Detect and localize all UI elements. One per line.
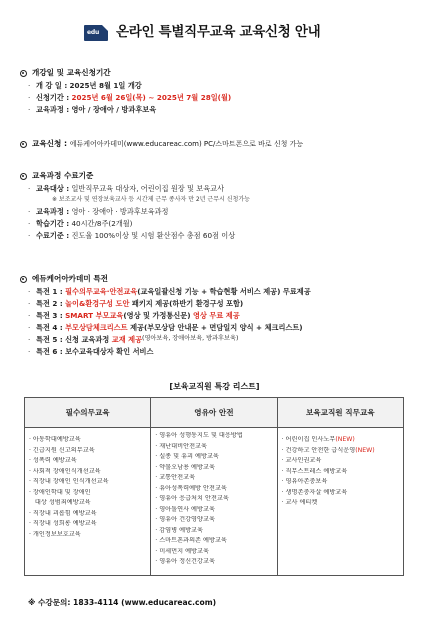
list-item: · 생명존중자살 예방교육 xyxy=(281,488,348,496)
list-item: · 건강하고 안전한 급식운영(NEW) xyxy=(281,446,375,454)
apply-period-value: 2025년 6월 26일(목) ~ 2025년 7월 28일(월) xyxy=(71,92,232,102)
apply-section xyxy=(20,138,415,150)
lecture-list-table xyxy=(24,397,404,576)
list-item: · 교사인권교육 xyxy=(281,457,322,464)
list-item: · 영아돌연사 예방교육 xyxy=(155,505,215,513)
target-note: ※ 보조교사 및 연장보육교사 등 시간제 근무 종사자 만 2년 근무시 신청가능 xyxy=(52,195,250,203)
list-item: · 개인정보보호교육 xyxy=(29,530,81,538)
column-header: 영유아 안전 xyxy=(151,398,277,428)
edu-logo-icon xyxy=(84,25,108,41)
list-item: · 스마트폰과의존 예방교육 xyxy=(155,537,227,544)
list-item: · 장애인학대 및 장애인 xyxy=(29,488,91,496)
start-date-row: · 개 강 일 : 2025년 8월 1일 개강 xyxy=(28,80,142,90)
mandatory-course-list xyxy=(25,428,151,576)
circle-bullet-icon xyxy=(20,70,27,77)
list-item: · 성폭력 예방교육 xyxy=(29,457,77,464)
course-value: 영아 / 장애아 / 방과후보육 xyxy=(71,104,157,114)
list-item: · 유아성폭력예방 안전교육 xyxy=(155,484,227,492)
section-heading: 에듀케어아카데미 특전 xyxy=(32,274,108,284)
start-date-value: 2025년 8월 1일 개강 xyxy=(69,80,142,90)
target-row: · 교육대상 : 일반직무교육 대상자, 어린이집 원장 및 보육교사 xyxy=(28,183,225,193)
list-item: · 영유아 건강영양교육 xyxy=(155,516,215,523)
circle-bullet-icon xyxy=(20,141,27,148)
column-header: 보육교직원 직무교육 xyxy=(277,398,403,428)
list-item: · 교통안전교육 xyxy=(155,474,196,481)
section-heading: 개강일 및 교육신청기간 xyxy=(32,68,111,78)
list-item: 대상 성범죄예방교육 xyxy=(29,499,91,506)
job-course-list xyxy=(277,428,403,576)
list-item: · 약물오남용 예방교육 xyxy=(155,463,215,471)
contact-info: ※ 수강문의: 1833-4114 (www.educareac.com) xyxy=(28,598,217,607)
benefit-item: · 특전 5 : 신청 교육과정 교재 제공 (영아보육, 장애아보육, 방과후보육) xyxy=(28,334,239,344)
lecture-list-title: [보육교직원 특강 리스트] xyxy=(169,382,260,391)
list-item: · 어린이집 인사노무(NEW) xyxy=(281,436,355,443)
circle-bullet-icon xyxy=(20,276,27,283)
page-title: 온라인 특별직무교육 교육신청 안내 xyxy=(116,24,321,40)
list-item: · 미세먼지 예방교육 xyxy=(155,547,209,555)
list-item: · 감염병 예방교육 xyxy=(155,526,204,534)
period-row: · 학습기간 : 40시간/8주(2개월) xyxy=(28,218,133,228)
course-row: · 교육과정 : 영아 · 장애아 · 방과후보육과정 xyxy=(28,206,169,216)
circle-bullet-icon xyxy=(20,173,27,180)
benefit-item: · 특전 2 : 놀이&환경구성 도안 패키지 제공(하반기 환경구성 포함) xyxy=(28,298,244,308)
column-header: 필수의무교육 xyxy=(25,398,151,428)
list-item: · 재난대비안전교육 xyxy=(155,442,208,450)
table-row xyxy=(25,428,404,576)
new-badge: (NEW) xyxy=(335,436,355,443)
list-item: · 영유아 정신건강교육 xyxy=(155,558,215,565)
document-header xyxy=(84,24,360,44)
apply-label: 교육신청 : xyxy=(32,139,68,149)
list-item: · 실종 및 유괴 예방교육 xyxy=(155,453,219,460)
list-item: · 영유아존중보육 xyxy=(281,478,328,485)
apply-period-row: · 신청기간 : 2025년 6월 26일(목) ~ 2025년 7월 28일(월) xyxy=(28,92,232,102)
list-item: · 직장내 장애인 인식개선교육 xyxy=(29,478,109,485)
list-item: · 긴급지원 신고의무교육 xyxy=(29,446,95,454)
list-item: · 영유아 성행동지도 및 대응방법 xyxy=(155,432,243,439)
benefit-item: · 특전 6 : 보수교육대상자 확인 서비스 xyxy=(28,346,154,356)
safety-course-list xyxy=(151,428,277,576)
benefits-section xyxy=(20,273,415,357)
list-item: · 아동학대예방교육 xyxy=(29,436,81,443)
schedule-section xyxy=(20,67,415,115)
list-item: · 직장내 괴롭힘 예방교육 xyxy=(29,509,97,517)
benefit-item: · 특전 1 : 필수의무교육·안전교육 (교육일괄신청 기능 + 학습현황 서비스 제공) 무료제공 xyxy=(28,286,311,296)
list-item: · 직무스트레스 예방교육 xyxy=(281,467,348,475)
benefit-item: · 특전 4 : 부모상담체크리스트 제공(부모상담 안내문 + 면담일지 양식 + 체크리스트) xyxy=(28,322,303,332)
criteria-row: · 수료기준 : 진도율 100%이상 및 시험 환산점수 총점 60점 이상 xyxy=(28,230,236,240)
table-header-row xyxy=(25,398,404,428)
benefit-item: · 특전 3 : SMART 부모교육 (영상 및 가정통신문) 영상 무료 제공 xyxy=(28,310,240,320)
apply-value: 에듀케어아카데미(www.educareac.com) PC/스마트폰으로 바로 신청 가능 xyxy=(69,139,304,148)
course-row: · 교육과정 : 영아 / 장애아 / 방과후보육 xyxy=(28,104,157,114)
section-heading: 교육과정 수료기준 xyxy=(32,171,94,181)
list-item: · 영유아 응급처치 안전교육 xyxy=(155,495,229,502)
list-item: · 교사 에티켓 xyxy=(281,499,318,506)
completion-section xyxy=(20,170,415,241)
logo-text: edu xyxy=(87,29,100,36)
new-badge: (NEW) xyxy=(355,446,375,454)
list-item: · 직장내 성희롱 예방교육 xyxy=(29,520,97,527)
list-item: · 사회적 장애인식개선교육 xyxy=(29,467,101,475)
